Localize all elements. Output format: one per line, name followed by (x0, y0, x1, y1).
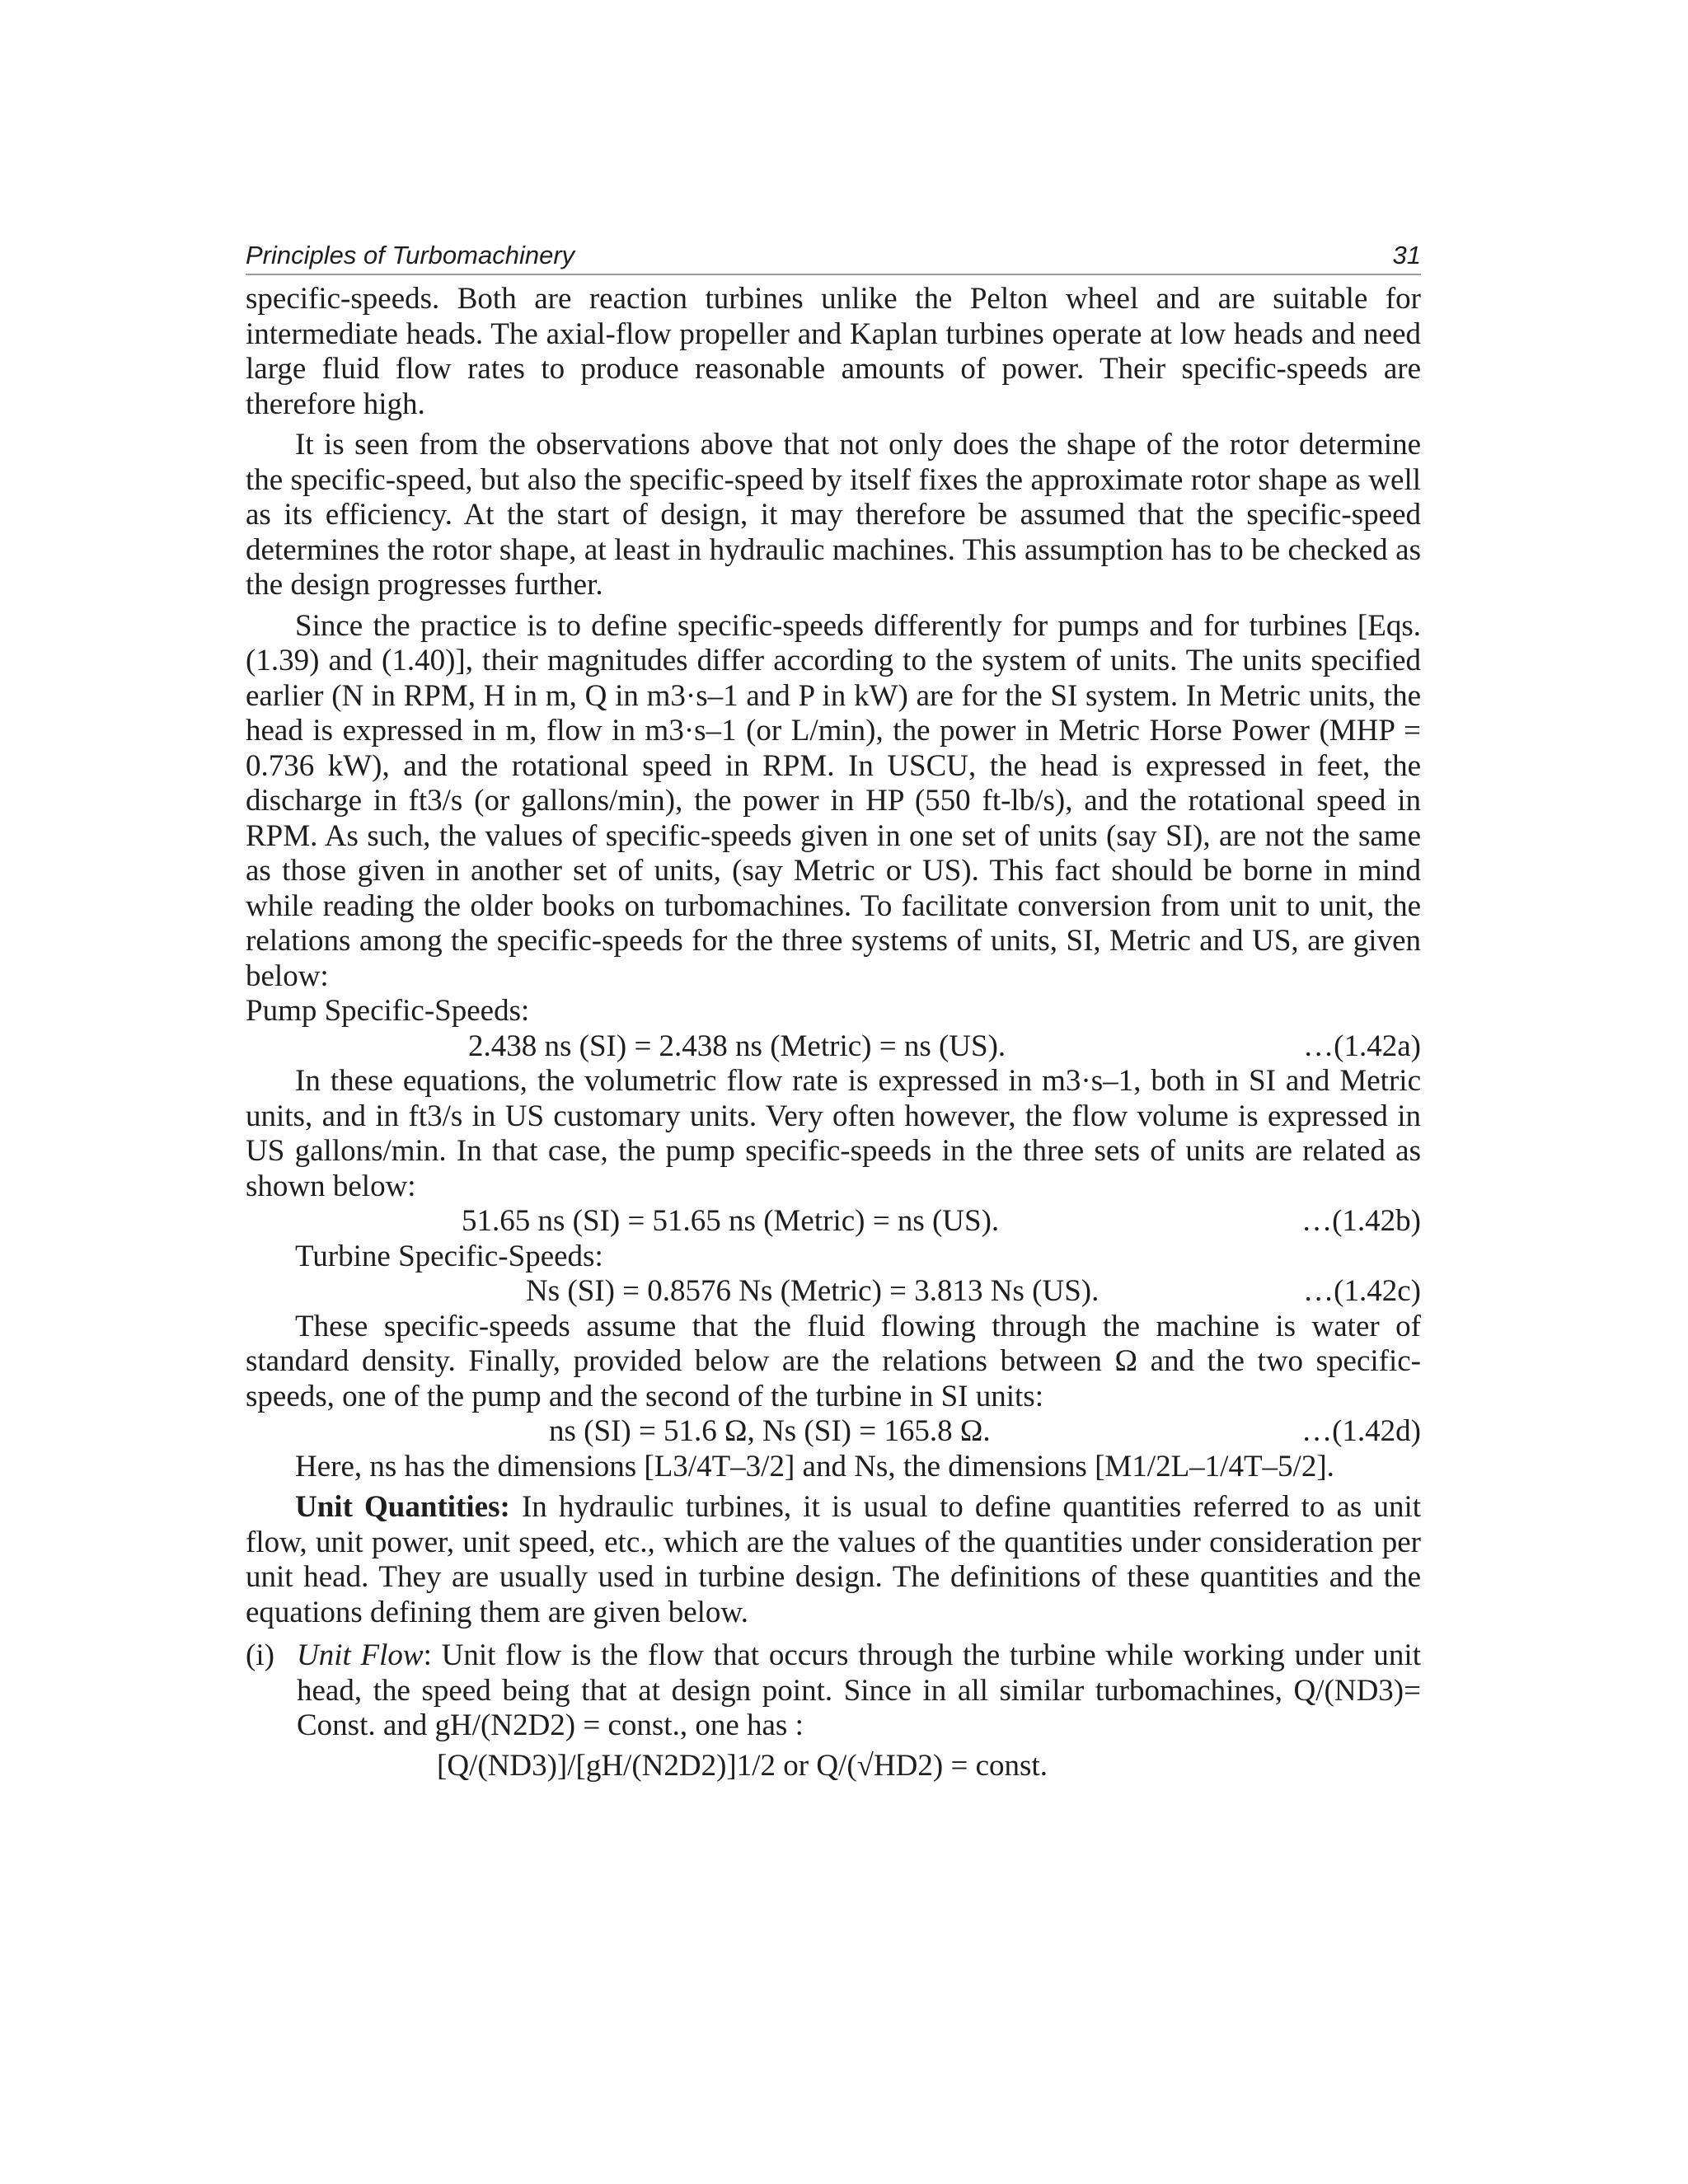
unit-quantities-paragraph (246, 1490, 1421, 1630)
paragraph-5: These specific-speeds assume that the fluid flowing through the machine is water of standard density. Finally, provided below are the relations between Ω and the two specific-speeds, one of the pump and the second of the turbine in SI units: (246, 1309, 1421, 1413)
equation-1-42d (246, 1414, 1421, 1450)
equation-1-42a-body: 2.438 ns (SI) = 2.438 ns (Metric) = ns (US). (468, 1029, 1006, 1063)
page-number: 31 (1392, 241, 1421, 269)
paragraph-1: specific-speeds. Both are reaction turbines unlike the Pelton wheel and are suitable for intermediate heads. The axial-flow propeller and Kaplan turbines operate at low heads and need large fluid flow rates to produce reasonable amounts of power. Their specific-speeds are therefore high. (246, 282, 1421, 421)
equation-1-42a (246, 1029, 1421, 1065)
equation-1-42d-number: …(1.42d) (1301, 1414, 1421, 1448)
list-item-text: Unit Flow: Unit flow is the flow that occurs through the turbine while working under unit head, the speed being that at design point. Since in all similar turbomachines, Q/(ND3)= Const. and gH/(N2D2) = const., one has : (297, 1638, 1421, 1742)
equation-1-42c-body: Ns (SI) = 0.8576 Ns (Metric) = 3.813 Ns (US). (526, 1274, 1100, 1308)
paragraph-3: Since the practice is to define specific-speeds differently for pumps and for turbines [Eqs. (1.39) and (1.40)], their magnitudes differ according to the system of units. The units specified earlier (N in RPM, H in m, Q in m3·s–1 and P in kW) are for the SI system. In Metric units, the head is expressed in m, flow in m3·s–1 (or L/min), the power in Metric Horse Power (MHP = 0.736 kW), and the rotational speed in RPM. In USCU, the head is expressed in feet, the discharge in ft3/s (or gallons/min), the power in HP (550 ft-lb/s), and the rotational speed in RPM. As such, the values of specific-speeds given in one set of units (say SI), are not the same as those given in another set of units, (say Metric or US). This fact should be borne in mind while reading the older books on turbomachines. To facilitate conversion from unit to unit, the relations among the specific-speeds for the three systems of units, SI, Metric and US, are given below: (246, 608, 1421, 993)
unit-quantities-heading: Unit Quantities: (295, 1490, 510, 1524)
list-item-unit-flow (246, 1638, 1421, 1744)
equation-1-42b-number: …(1.42b) (1301, 1204, 1421, 1238)
list-item-marker: (i) (246, 1638, 274, 1672)
unit-flow-text: Unit flow is the flow that occurs through the turbine while working under unit head, the speed being that at design point. Since in all similar turbomachines, Q/(ND3)= Const. and gH/(N2D2) = const., one has : (297, 1638, 1421, 1742)
equation-1-42b (246, 1204, 1421, 1240)
unit-quantities-text: In hydraulic turbines, it is usual to define quantities referred to as unit flow, unit power, unit speed, etc., which are the values of the quantities under consideration per unit head. They are usually used in turbine design. The definitions of these quantities and the equations defining them are given below. (246, 1490, 1422, 1629)
equation-1-42c (246, 1274, 1421, 1310)
equation-1-42c-number: …(1.42c) (1303, 1274, 1421, 1308)
dimensions-line: Here, ns has the dimensions [L3/4T–3/2] and Ns, the dimensions [M1/2L–1/4T–5/2]. (295, 1449, 1334, 1483)
running-title: Principles of Turbomachinery (246, 241, 575, 269)
equation-1-42d-body: ns (SI) = 51.6 Ω, Ns (SI) = 165.8 Ω. (549, 1414, 991, 1448)
page-header (246, 241, 1421, 275)
equation-1-42b-body: 51.65 ns (SI) = 51.65 ns (Metric) = ns (US). (462, 1204, 1000, 1238)
unit-flow-equation: [Q/(ND3)]/[gH/(N2D2)]1/2 or Q/(√HD2) = const. (437, 1748, 1048, 1783)
equation-1-42a-number: …(1.42a) (1303, 1029, 1421, 1063)
unit-flow-title: Unit Flow (297, 1638, 424, 1672)
paragraph-4: In these equations, the volumetric flow rate is expressed in m3·s–1, both in SI and Metric units, and in ft3/s in US customary units. Very often however, the flow volume is expressed in US gallons/min. In that case, the pump specific-speeds in the three sets of units are related as shown below: (246, 1064, 1421, 1203)
paragraph-2: It is seen from the observations above that not only does the shape of the rotor determine the specific-speed, but also the specific-speed by itself fixes the approximate rotor shape as well as its efficiency. At the start of design, it may therefore be assumed that the specific-speed determines the rotor shape, at least in hydraulic machines. This assumption has to be checked as the design progresses further. (246, 428, 1421, 602)
turbine-specific-speeds-label: Turbine Specific-Speeds: (295, 1239, 603, 1273)
document-page (246, 241, 1421, 1783)
pump-specific-speeds-label: Pump Specific-Speeds: (246, 994, 530, 1028)
